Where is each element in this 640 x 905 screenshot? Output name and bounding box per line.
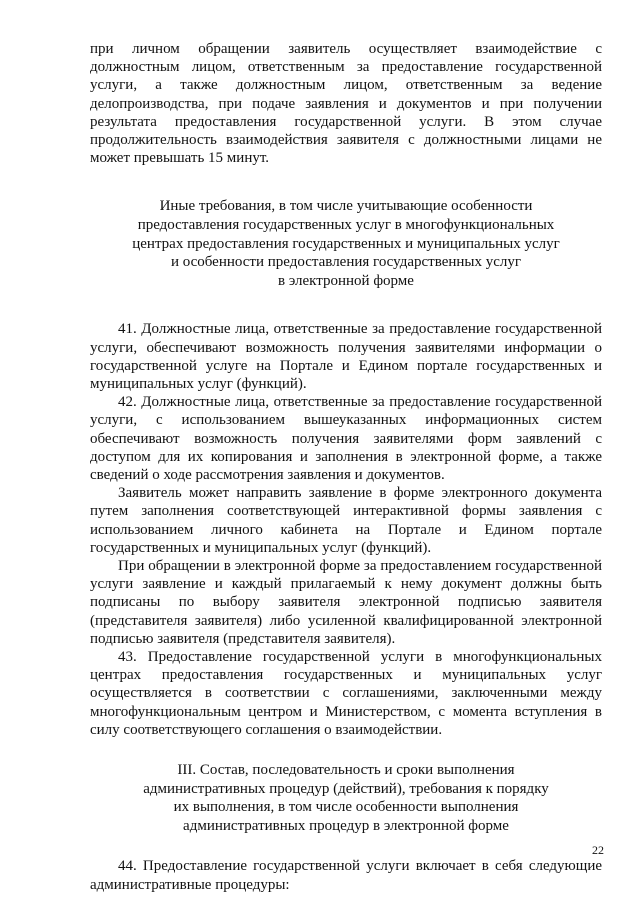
section-heading-line: предоставления государственных услуг в многофункциональных — [137, 217, 555, 234]
section-heading — [90, 197, 602, 290]
section-heading-line: и особенности предоставления государственных услуг — [170, 254, 522, 271]
paragraph-43: 43. Предоставление государственной услуги в многофункциональных центрах предоставления государственных и муниципальных услуг осуществляется в соответствии с соглашениями, заключенными между многофункциональным центром и Министерством, с момента вступления в силу соответствующего соглашения о взаимодействии. — [90, 649, 602, 738]
chapter-heading-line: их выполнения, в том числе особенности выполнения — [173, 799, 519, 816]
chapter-heading-line: административных процедур в электронной форме — [183, 817, 509, 834]
spacer — [90, 290, 602, 320]
paragraph-44: 44. Предоставление государственной услуги включает в себя следующие административные процедуры: — [90, 858, 602, 893]
section-heading-line: центрах предоставления государственных и муниципальных услуг — [132, 235, 560, 252]
section-heading-line: Иные требования, в том числе учитывающие особенности — [159, 198, 533, 215]
page-number: 22 — [592, 843, 604, 857]
paragraph-42-signature: При обращении в электронной форме за предоставлением государственной услуги заявление и каждый прилагаемый к нему документ должны быть подписаны по выбору заявителя электронной подписью заявителя (представителя заявителя) либо усиленной квалифицированной электронной подписью заявителя (представителя заявителя). — [90, 558, 602, 647]
spacer — [90, 835, 602, 857]
paragraph-42: 42. Должностные лица, ответственные за предоставление государственной услуги, с использованием вышеуказанных информационных систем обеспечивают возможность получения заявителями форм заявлений с доступом для их копирования и заполнения в электронной форме, а также сведений о ходе рассмотрения заявления и документов. — [90, 394, 602, 484]
chapter-heading-line: III. Состав, последовательность и сроки выполнения — [177, 762, 515, 779]
spacer — [90, 167, 602, 197]
spacer — [90, 739, 602, 761]
paragraph-intro: при личном обращении заявитель осуществляет взаимодействие с должностным лицом, ответственным за предоставление государственной услуги, а также должностным лицом, ответственным за ведение делопроизводства, при подаче заявления и документов и при получении результата предоставления государственной услуги. В этом случае продолжительность взаимодействия заявителя с должностными лицами не может превышать 15 минут. — [90, 41, 602, 167]
chapter-heading — [90, 761, 602, 835]
section-heading-line: в электронной форме — [278, 272, 414, 289]
chapter-heading-line: административных процедур (действий), требования к порядку — [143, 780, 549, 797]
paragraph-42-electronic-application: Заявитель может направить заявление в форме электронного документа путем заполнения соответствующей интерактивной формы заявления с использованием личного кабинета на Портале и Едином портале государственных и муниципальных услуг (функций). — [90, 485, 602, 556]
paragraph-41: 41. Должностные лица, ответственные за предоставление государственной услуги, обеспечивают возможность получения заявителями информации о государственной услуге на Портале и Едином портале государственных и муниципальных услуг (функций). — [90, 321, 602, 392]
